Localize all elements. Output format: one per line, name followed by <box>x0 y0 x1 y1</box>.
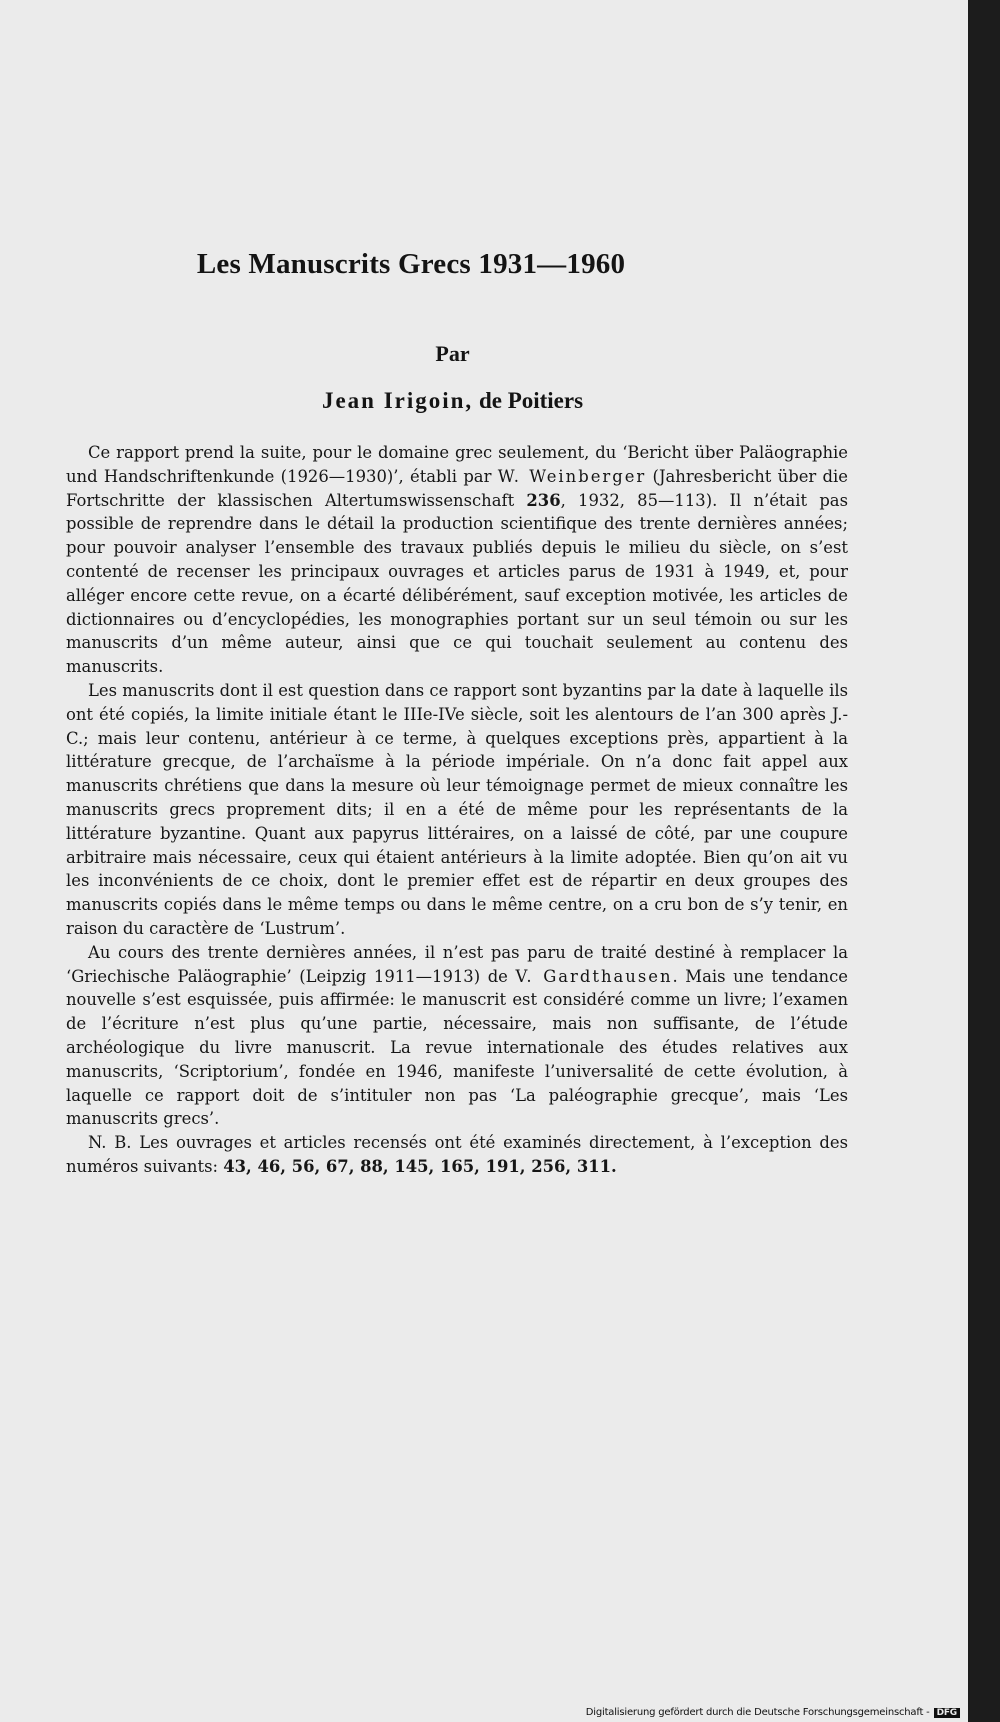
cited-author-weinberger: W. Weinberger <box>497 466 647 486</box>
article-title: Les Manuscrits Grecs 1931—1960 <box>196 248 626 280</box>
paragraph-4-note <box>66 1131 848 1179</box>
excepted-numbers: 43, 46, 56, 67, 88, 145, 165, 191, 256, 311. <box>223 1156 617 1176</box>
paragraph-2: Les manuscrits dont il est question dans ce rapport sont byzantins par la date à laquelle ils ont été copiés, la limite initiale étant le IIIe-IVe siècle, soit les alentours de l’an 300 après J.-C.; mais leur contenu, antérieur à ce terme, à quelques exceptions près, appartient à la littérature grecque, de l’archaïsme à la période impériale. On n’a donc fait appel aux manuscrits chrétiens que dans la mesure où leur témoignage permet de mieux connaître les manuscrits grecs proprement dits; il en a été de même pour les représentants de la littérature byzantine. Quant aux papyrus littéraires, on a laissé de côté, par une coupure arbitraire mais nécessaire, ceux qui étaient antérieurs à la limite adoptée. Bien qu’on ait vu les inconvénients de ce choix, dont le premier effet est de répartir en deux groupes des manuscrits copiés dans le même temps ou dans le même centre, on a cru bon de s’y tenir, en raison du caractère de ‘Lustrum’. <box>66 680 848 938</box>
dfg-logo: DFG <box>934 1708 960 1718</box>
scan-edge-strip <box>968 0 1000 1722</box>
cited-author-gardthausen: V. Gardthausen <box>515 966 673 986</box>
paragraph-1-text-a: Ce rapport prend la suite, pour le domaine grec seulement, du ‘Bericht über Paläographie und Handschriftenkunde (1926—1930)’, établi par <box>66 443 848 486</box>
author-line <box>0 388 905 414</box>
author-name: Jean Irigoin, <box>321 388 474 413</box>
paragraph-3 <box>66 941 848 1131</box>
article-body <box>66 441 848 1179</box>
note-text: N. B. Les ouvrages et articles recensés ont été examinés directement, à l’exception des numéros suivants: <box>66 1133 848 1176</box>
paragraph-1 <box>66 441 848 679</box>
paragraph-3-text-a: Au cours des trente dernières années, il n’est pas paru de traité destiné à remplacer la ‘Griechische Paläographie’ (Leipzig 1911—1913) de <box>66 942 848 986</box>
footer-text: Digitalisierung gefördert durch die Deutsche Forschungsgemeinschaft - <box>585 1707 930 1718</box>
author-place: de Poitiers <box>478 388 584 413</box>
byline-par: Par <box>435 341 470 366</box>
paragraph-1-text-c: , 1932, 85—113). Il n’était pas possible de reprendre dans le détail la production scientifique des trente dernières années; pour pouvoir analyser l’ensemble des travaux publiés depuis le milieu du siècle, on s’est contenté de recenser les principaux ouvrages et articles parus de 1931 à 1949, et, pour alléger encore cette revue, on a écarté délibérément, sauf exception motivée, les articles de dictionnaires ou d’encyclopédies, les monographies portant sur un seul témoin ou sur les manuscrits d’un même auteur, ainsi que ce qui touchait seulement au contenu des manuscrits. <box>66 490 848 677</box>
paragraph-1-text-b: (Jahresbericht über die Fortschritte der klassischen Altertumswissenschaft <box>66 466 848 510</box>
paragraph-3-text-b: . Mais une tendance nouvelle s’est esquissée, puis affirmée: le manuscrit est considéré comme un livre; l’examen de l’écriture n’est plus qu’une partie, nécessaire, mais non suffisante, de l’étude archéologique du livre manuscrit. La revue internationale des études relatives aux manuscrits, ‘Scriptorium’, fondée en 1946, manifeste l’universalité de cette évolution, à laquelle ce rapport doit de s’intituler non pas ‘La paléographie grecque’, mais ‘Les manuscrits grecs’. <box>66 966 848 1129</box>
volume-number: 236 <box>526 490 561 510</box>
digitization-footer <box>586 1707 960 1718</box>
